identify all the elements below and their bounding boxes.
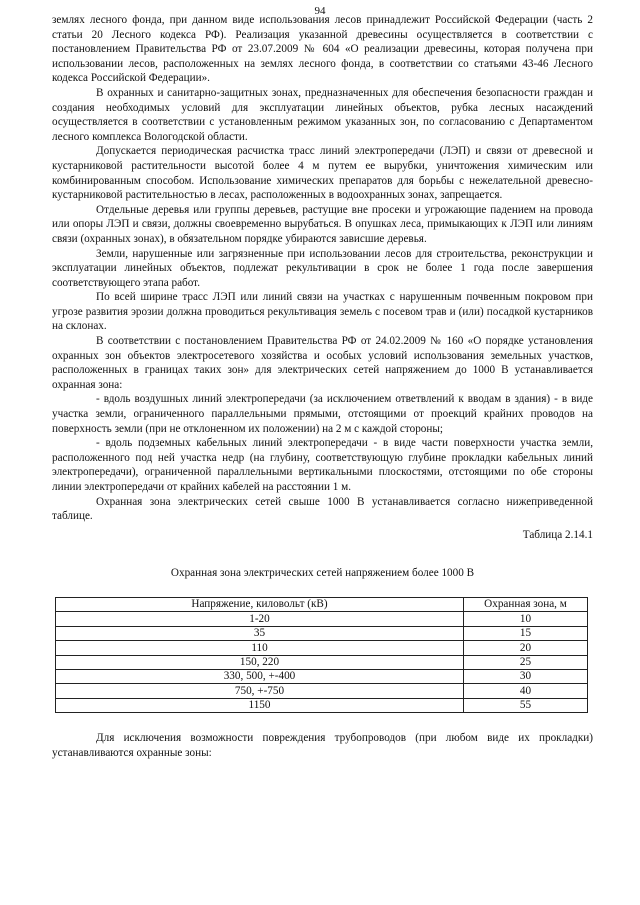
protection-zone-table	[55, 597, 588, 713]
cell-voltage: 110	[56, 641, 464, 655]
cell-voltage: 1150	[56, 698, 464, 712]
paragraph: В охранных и санитарно-защитных зонах, предназначенных для обеспечения безопасности граждан и создания необходимых условий для эксплуатации линейных объектов, рубка лесных насаждений осуществляется в соответствии с установленным режимом указанных зон, по согласованию с Департаментом лесного комплекса Вологодской области.	[52, 86, 593, 143]
cell-zone: 55	[464, 698, 588, 712]
cell-zone: 30	[464, 669, 588, 683]
paragraph: - вдоль воздушных линий электропередачи (за исключением ответвлений к вводам в здания) - в виде участка земли, ограниченного параллельными прямыми, отстоящими от проекций крайних проводов на поверхность земли (при не отклоненном их положении) на 2 м с каждой стороны;	[52, 393, 593, 435]
table-header-row	[56, 597, 588, 611]
paragraphs	[52, 13, 593, 524]
cell-zone: 40	[464, 684, 588, 698]
table-row	[56, 698, 588, 712]
cell-voltage: 35	[56, 626, 464, 640]
document-body	[52, 13, 593, 760]
paragraph: Допускается периодическая расчистка трасс линий электропередачи (ЛЭП) и связи от древесной и кустарниковой растительности высотой более 4 м путем ее вырубки, уничтожения химическим или комбинированным способом. Использование химических препаратов для борьбы с нежелательной древесно-кустарниковой растительностью в лесах, расположенных в водоохранных зонах, запрещается.	[52, 145, 593, 202]
paragraph: Отдельные деревья или группы деревьев, растущие вне просеки и угрожающие падением на провода или опоры ЛЭП и связи, должны своевременно вырубаться. В опушках леса, примыкающих к ЛЭП или линиям связи (охранных зонах), в обязательном порядке убираются зависшие деревья.	[52, 203, 593, 245]
paragraph: По всей ширине трасс ЛЭП или линий связи на участках с нарушенным почвенным покровом при угрозе развития эрозии должна проводиться рекультивация земель с посевом трав и (или) посадкой кустарников на склонах.	[52, 291, 593, 333]
table-number: Таблица 2.14.1	[522, 528, 593, 541]
header-voltage: Напряжение, киловольт (кВ)	[56, 597, 464, 611]
table-row	[56, 641, 588, 655]
cell-zone: 25	[464, 655, 588, 669]
cell-voltage: 1-20	[56, 612, 464, 626]
table-row	[56, 684, 588, 698]
table-row	[56, 612, 588, 626]
header-zone: Охранная зона, м	[464, 597, 588, 611]
cell-voltage: 750, +-750	[56, 684, 464, 698]
table-caption: Охранная зона электрических сетей напряжением более 1000 В	[170, 567, 475, 580]
cell-zone: 20	[464, 641, 588, 655]
table-body	[56, 612, 588, 713]
paragraph: Охранная зона электрических сетей свыше 1000 В устанавливается согласно нижеприведенной таблице.	[52, 495, 593, 523]
paragraph: землях лесного фонда, при данном виде использования лесов принадлежит Российской Федерации (часть 2 статьи 20 Лесного кодекса РФ). Реализация указанной древесины осуществляется в соответствии с постановлением Правительства РФ от 23.07.2009 № 604 «О реализации древесины, которая получена при использовании лесов, расположенных на землях лесного фонда, в соответствии со статьями 43-46 Лесного кодекса Российской Федерации».	[52, 14, 593, 85]
table-row	[56, 655, 588, 669]
paragraph: - вдоль подземных кабельных линий электропередачи - в виде части поверхности участка земли, расположенного под ней участка недр (на глубину, соответствующую глубине прокладки кабельных линий электропередачи), ограниченной параллельными вертикальными плоскостями, отстоящими по обе стороны линии электропередачи от крайних кабелей на расстоянии 1 м.	[52, 437, 593, 493]
cell-voltage: 150, 220	[56, 655, 464, 669]
table-row	[56, 626, 588, 640]
paragraph: В соответствии с постановлением Правительства РФ от 24.02.2009 № 160 «О порядке установления охранных зон объектов электросетевого хозяйства и особых условий использования земельных участков, расположенных в границах таких зон» для электрических сетей напряжением до 1000 В устанавливается охранная зона:	[52, 335, 593, 391]
paragraph-bottom: Для исключения возможности повреждения трубопроводов (при любом виде их прокладки) устанавливаются охранные зоны:	[52, 732, 593, 759]
cell-zone: 15	[464, 626, 588, 640]
paragraph: Земли, нарушенные или загрязненные при использовании лесов для строительства, реконструкции и эксплуатации линейных объектов, подлежат рекультивации в срок не более 1 года после завершения соответствующего этапа работ.	[52, 247, 593, 289]
cell-voltage: 330, 500, +-400	[56, 669, 464, 683]
cell-zone: 10	[464, 612, 588, 626]
table-row	[56, 669, 588, 683]
page-number: 94	[314, 5, 326, 17]
